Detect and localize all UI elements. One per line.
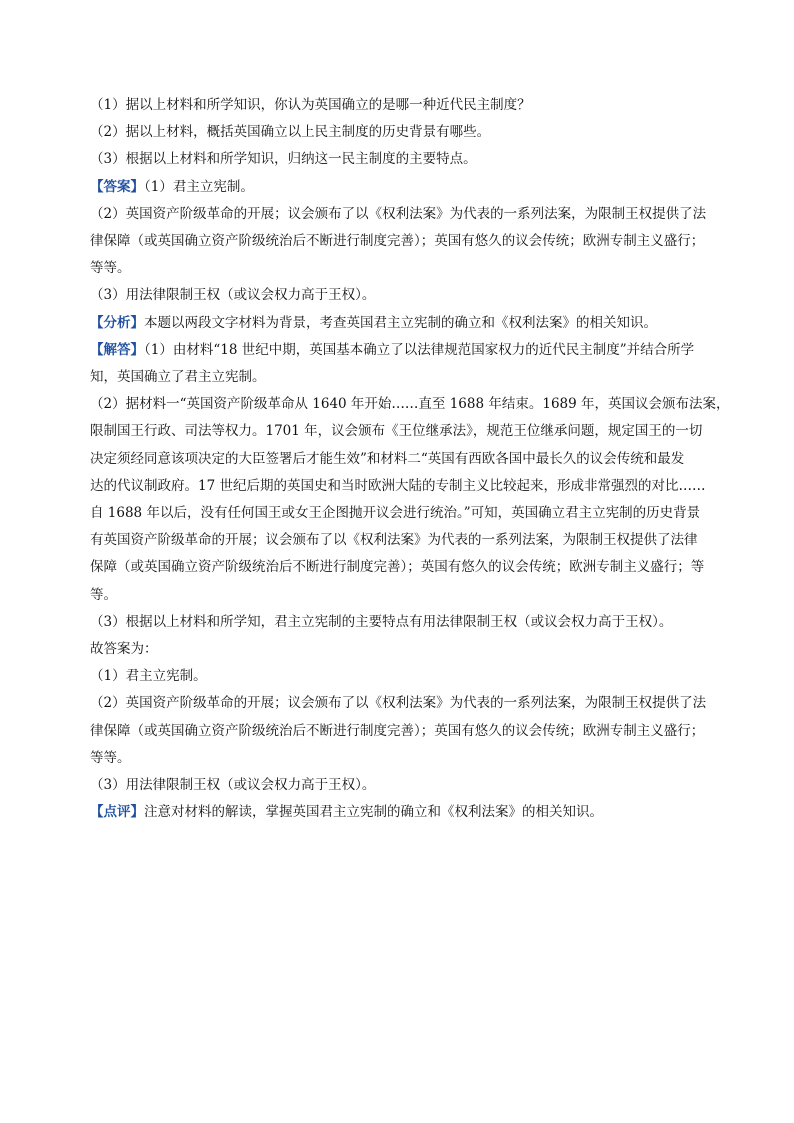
solution-line: 限制国王行政、司法等权力。1701 年，议会颁布《王位继承法》，规范王位继承问题，规定国王的一切 [90,423,703,440]
analysis-line [90,310,735,337]
answer-first-text: （1）君主立宪制。 [144,178,254,195]
analysis-block [90,310,735,337]
solution-first-line [90,337,735,364]
solution-line: 等。 [90,586,117,603]
question-1: （1）据以上材料和所学知识，你认为英国确立的是哪一种近代民主制度？ [90,97,531,113]
document-page [90,92,735,826]
solution-line: 自 1688 年以后，没有任何国王或女王企图抛开议会进行统治。”可知，英国确立君主立宪制的历史背景 [90,505,701,522]
solution-line: （3）用法律限制王权（或议会权力高于王权）。 [90,777,376,794]
answer-line: （3）用法律限制王权（或议会权力高于王权）。 [90,287,376,304]
comment-text: 注意对材料的解读，掌握英国君主立宪制的确立和《权利法案》的相关知识。 [144,804,603,821]
solution-line: 达的代议制政府。17 世纪后期的英国史和当时欧洲大陆的专制主义比较起来，形成非常强烈的对比…… [90,477,706,494]
solution-line: （3）根据以上材料和所学知，君主立宪制的主要特点有用法律限制王权（或议会权力高于王权）。 [90,613,673,630]
solution-line: 决定须经同意该项决定的大臣签署后才能生效”和材料二“英国有西欧各国中最长久的议会传统和最发 [90,450,685,467]
question-2: （2）据以上材料，概括英国确立以上民主制度的历史背景有哪些。 [90,124,491,141]
solution-line: （2）据材料一“英国资产阶级革命从 1640 年开始……直至 1688 年结束。1689 年，英国议会颁布法案， [90,396,730,413]
comment-line [90,799,735,826]
analysis-text: 本题以两段文字材料为背景，考查英国君主立宪制的确立和《权利法案》的相关知识。 [144,314,657,331]
answer-tag: 【答案】 [90,178,144,195]
comment-tag: 【点评】 [90,804,144,821]
solution-first-text: （1）由材料“18 世纪中期，英国基本确立了以法律规范国家权力的近代民主制度”并结合所学 [144,341,695,358]
solution-line: （2）英国资产阶级革命的开展；议会颁布了以《权利法案》为代表的一系列法案，为限制王权提供了法 [90,695,707,712]
answer-line: 等等。 [90,260,131,277]
solution-line: 知，英国确立了君主立宪制。 [90,369,266,386]
comment-block [90,799,735,826]
solution-line: 故答案为： [90,641,158,658]
solution-line: 保障（或英国确立资产阶级统治后不断进行制度完善）；英国有悠久的议会传统；欧洲专制主义盛行；等 [90,559,705,576]
answer-line: 律保障（或英国确立资产阶级统治后不断进行制度完善）；英国有悠久的议会传统；欧洲专制主义盛行； [90,233,705,250]
solution-line: （1）君主立宪制。 [90,668,207,685]
answer-line: （2）英国资产阶级革命的开展；议会颁布了以《权利法案》为代表的一系列法案，为限制王权提供了法 [90,205,707,222]
solution-tag: 【解答】 [90,341,144,358]
solution-line: 等等。 [90,749,131,766]
solution-line: 律保障（或英国确立资产阶级统治后不断进行制度完善）；英国有悠久的议会传统；欧洲专制主义盛行； [90,722,705,739]
solution-block [90,337,735,799]
analysis-tag: 【分析】 [90,314,144,331]
answer-first-line [90,174,735,201]
question-3: （3）根据以上材料和所学知识，归纳这一民主制度的主要特点。 [90,151,477,168]
solution-line: 有英国资产阶级革命的开展；议会颁布了以《权利法案》为代表的一系列法案，为限制王权提供了法律 [90,532,698,549]
questions-block [90,92,735,174]
answer-block [90,174,735,310]
